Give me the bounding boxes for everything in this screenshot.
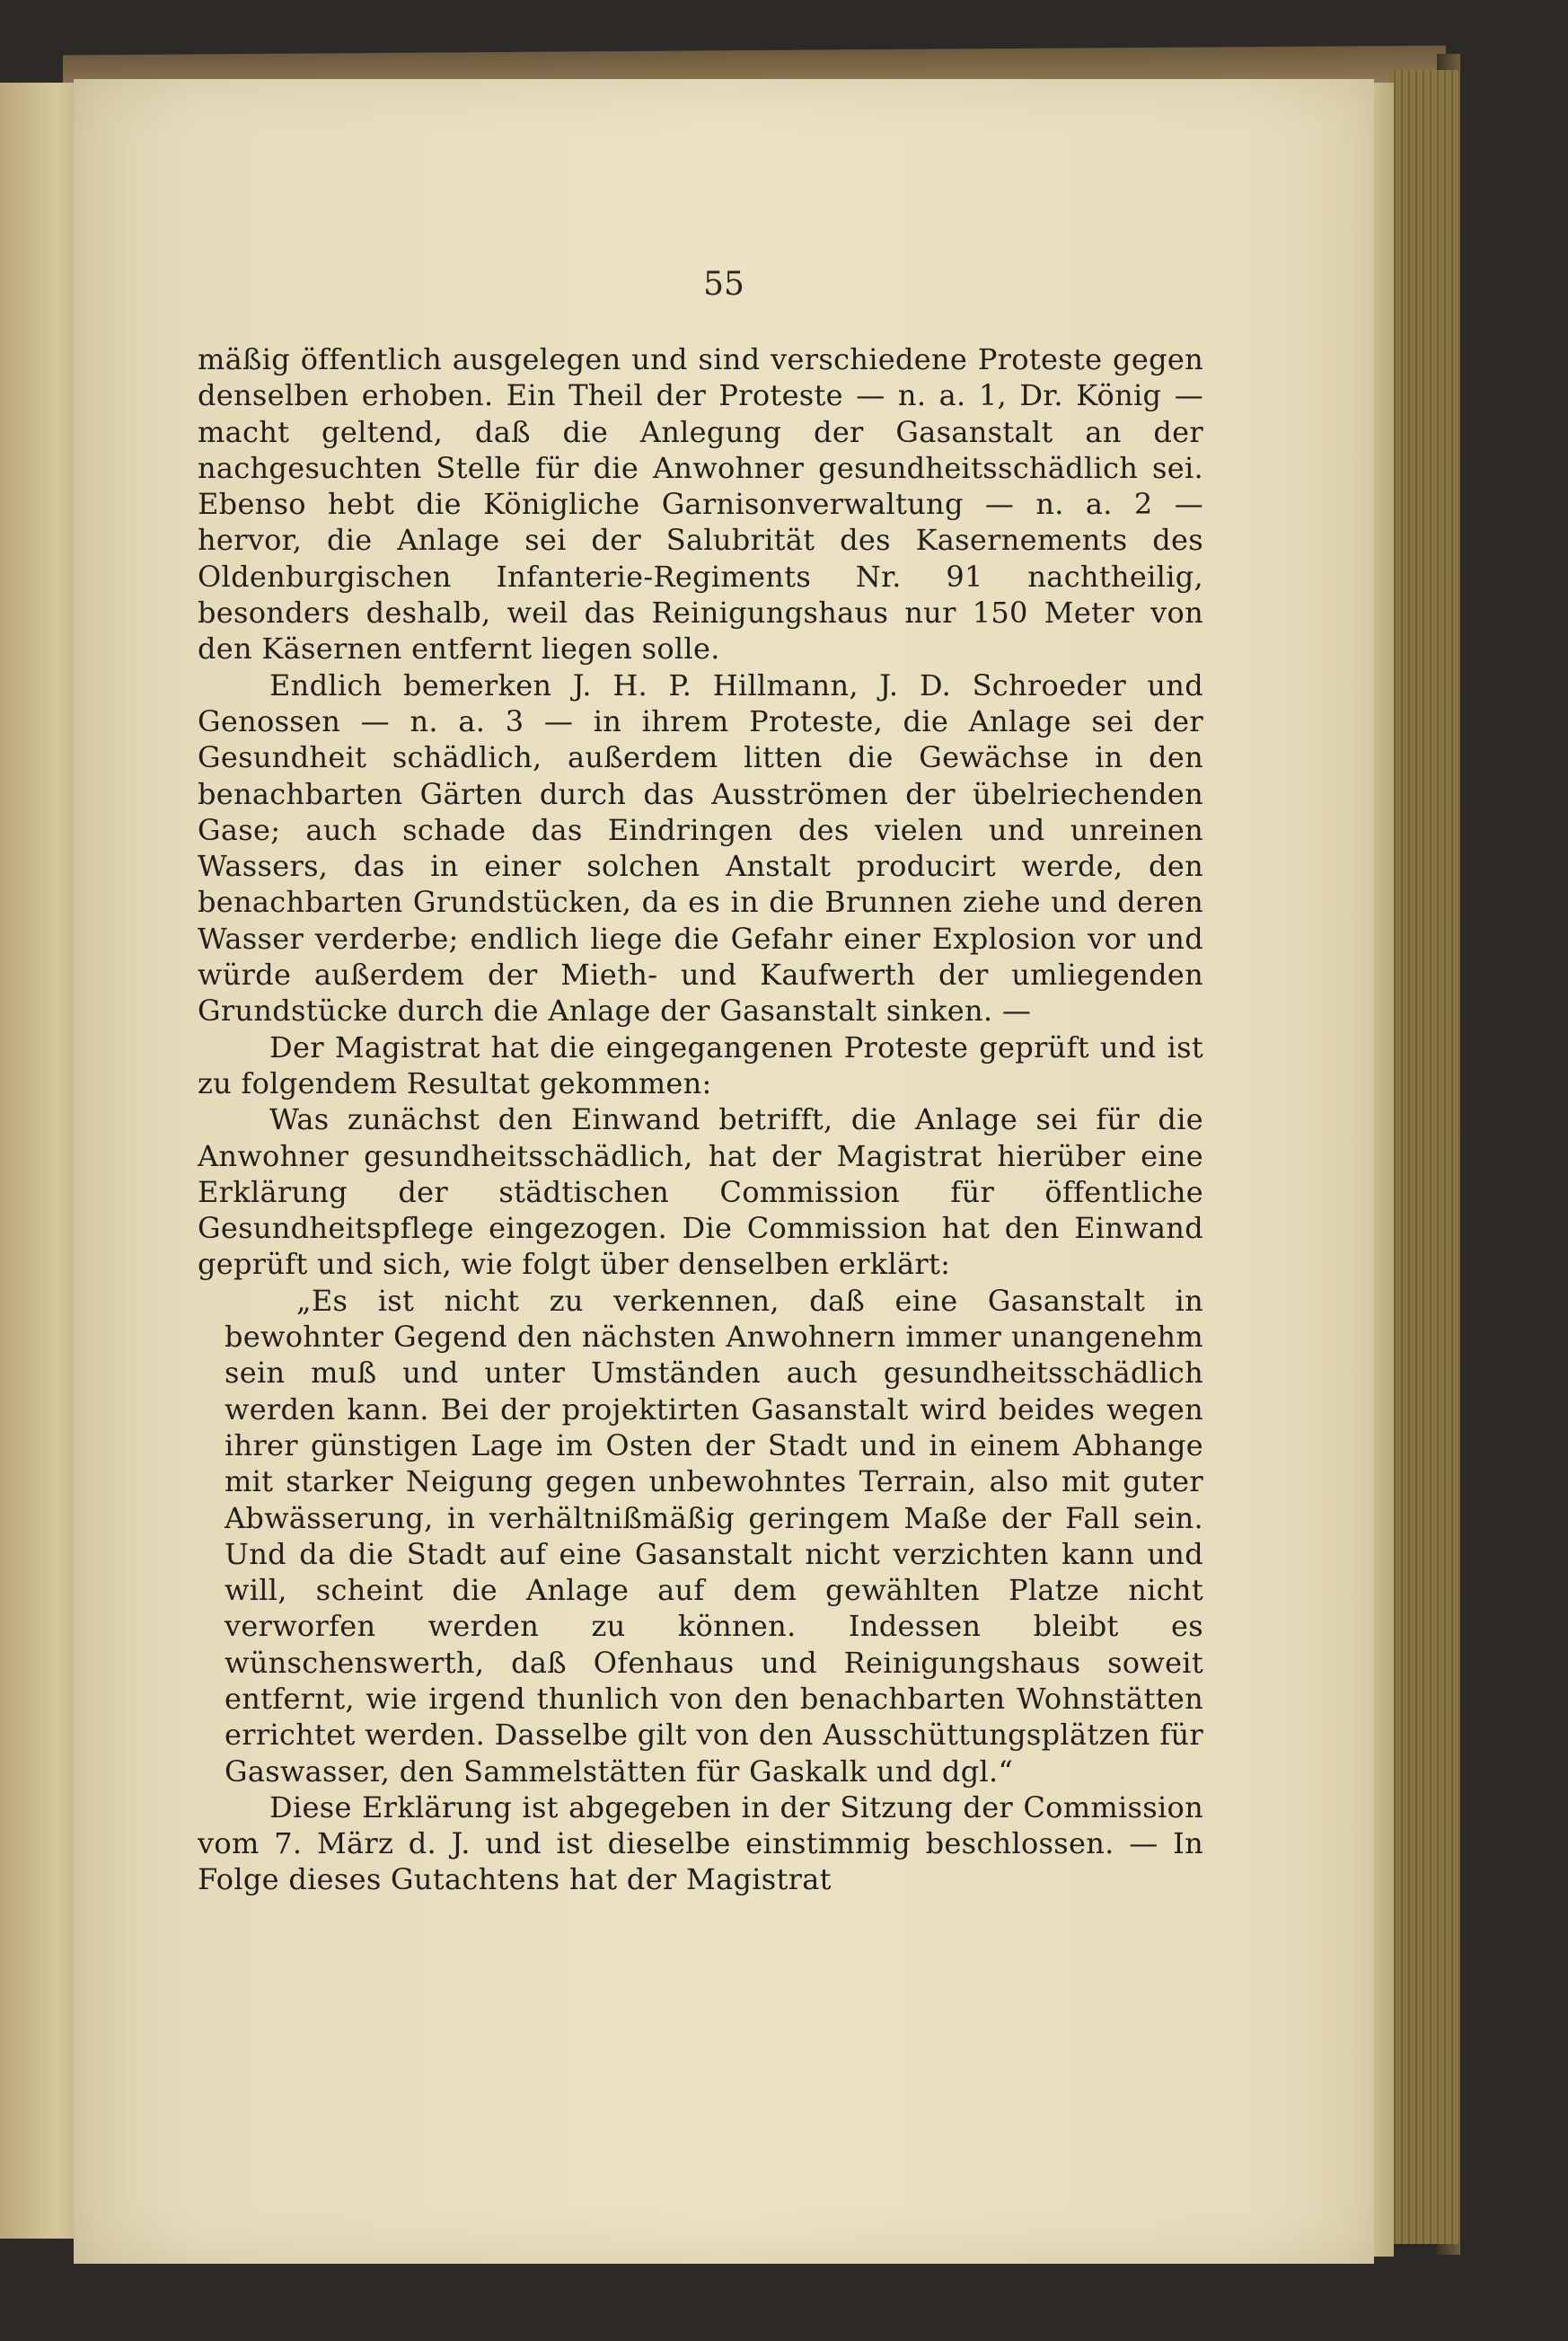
- book-page: [74, 79, 1374, 2264]
- paragraph-continuation: mäßig öffentlich ausgelegen und sind verschiedene Proteste gegen denselben erhoben. Ein Theil der Proteste — n. a. 1, Dr. König — macht geltend, daß die Anlegung der Gasanstalt an der nachgesuchten Stelle für die Anwohner gesundheitsschädlich sei. Ebenso hebt die Königliche Garnisonverwaltung — n. a. 2 — hervor, die Anlage sei der Salubrität des Kasernements des Oldenburgischen Infanterie-Regiments Nr. 91 nachtheilig, besonders deshalb, weil das Reinigungshaus nur 150 Meter von den Käsernen entfernt liegen solle.: [198, 342, 1203, 667]
- page-text: [198, 341, 1203, 1898]
- left-page-edge: [0, 83, 81, 2239]
- page-number: 55: [703, 266, 744, 303]
- paragraph: Diese Erklärung ist abgegeben in der Sitzung der Commission vom 7. März d. J. und ist dieselbe einstimmig beschlossen. — In Folge dieses Gutachtens hat der Magistrat: [198, 1789, 1203, 1897]
- book-fore-edge: [1390, 70, 1460, 2244]
- block-quote: „Es ist nicht zu verkennen, daß eine Gasanstalt in bewohnter Gegend den nächsten Anwohnern immer unangenehm sein muß und unter Umständen auch gesundheitsschädlich werden kann. Bei der projektirten Gasanstalt wird beides wegen ihrer günstigen Lage im Osten der Stadt und in einem Abhange mit starker Neigung gegen unbewohntes Terrain, also mit guter Abwässerung, in verhältnißmäßig geringem Maße der Fall sein. Und da die Stadt auf eine Gasanstalt nicht verzichten kann und will, scheint die Anlage auf dem gewählten Platze nicht verworfen werden zu können. Indessen bleibt es wünschenswerth, daß Ofenhaus und Reinigungshaus soweit entfernt, wie irgend thunlich von den benachbarten Wohnstätten errichtet werden. Dasselbe gilt von den Ausschüttungsplätzen für Gaswasser, den Sammelstätten für Gaskalk und dgl.“: [225, 1283, 1203, 1789]
- paragraph: Endlich bemerken J. H. P. Hillmann, J. D. Schroeder und Genossen — n. a. 3 — in ihrem Proteste, die Anlage sei der Gesundheit schädlich, außerdem litten die Gewächse in den benachbarten Gärten durch das Ausströmen der übelriechenden Gase; auch schade das Eindringen des vielen und unreinen Wassers, das in einer solchen Anstalt producirt werde, den benachbarten Grundstücken, da es in die Brunnen ziehe und deren Wasser verderbe; endlich liege die Gefahr einer Explosion vor und würde außerdem der Mieth- und Kaufwerth der umliegenden Grundstücke durch die Anlage der Gasanstalt sinken. —: [198, 667, 1203, 1029]
- paragraph: Was zunächst den Einwand betrifft, die Anlage sei für die Anwohner gesundheitsschädlich, hat der Magistrat hierüber eine Erklärung der städtischen Commission für öffentliche Gesundheitspflege eingezogen. Die Commission hat den Einwand geprüft und sich, wie folgt über denselben erklärt:: [198, 1102, 1203, 1282]
- paragraph: Der Magistrat hat die eingegangenen Proteste geprüft und ist zu folgendem Resultat gekommen:: [198, 1029, 1203, 1100]
